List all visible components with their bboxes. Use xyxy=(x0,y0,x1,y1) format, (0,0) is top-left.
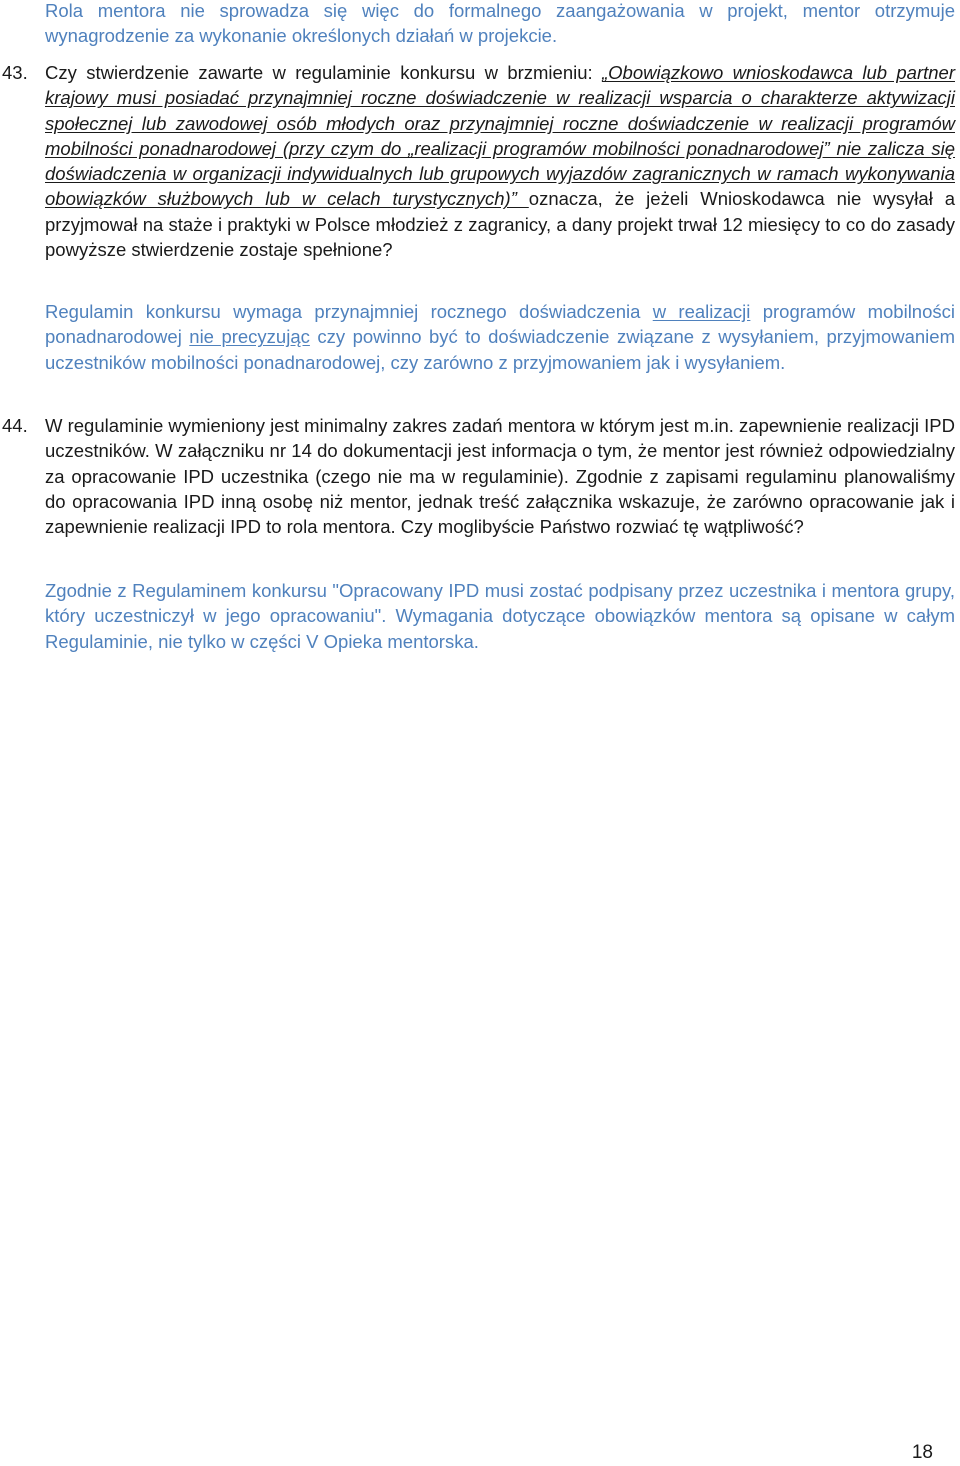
question-43-quote: „Obowiązkowo wnioskodawca lub partner krajowy musi posiadać przynajmniej roczne doświadczenie w realizacji wsparcia o charakterze aktywizacji społecznej lub zawodowej osób młodych oraz przynajmniej roczne doświadczenie w realizacji programów mobilności ponadnarodowej (przy czym do „realizacji programów mobilności ponadnarodowej” nie zalicza się doświadczenia w organizacji indywidualnych lub grupowych wyjazdów zagranicznych w ramach wykonywania obowiązków służbowych lub w celach turystycznych)” xyxy=(45,62,955,210)
answer-44-paragraph xyxy=(45,578,955,654)
page-number: 18 xyxy=(911,1442,933,1463)
question-43-rest: oznacza, że jeżeli Wnioskodawca nie wysyłał a przyjmował na staże i praktyki w Polsce młodzież z zagranicy, a dany projekt trwał 12 miesięcy to co do zasady powyższe stwierdzenie zostaje spełnione? xyxy=(45,188,955,261)
answer-43-part3: czy powinno być to doświadczenie związane z wysyłaniem, przyjmowaniem uczestników mobilności ponadnarodowej, czy zarówno z przyjmowaniem jak i wysyłaniem. xyxy=(45,326,955,373)
answer-44-text: Zgodnie z Regulaminem konkursu "Opracowany IPD musi zostać podpisany przez uczestnika i mentora grupy, który uczestniczył w jego opracowaniu". Wymagania dotyczące obowiązków mentora są opisane w całym Regulaminie, nie tylko w części V Opieka mentorska. xyxy=(45,580,955,652)
question-44-number: 44. xyxy=(2,415,28,436)
answer-intro-paragraph xyxy=(45,0,955,49)
answer-43-paragraph xyxy=(45,299,955,375)
answer-43-part1: Regulamin konkursu wymaga przynajmniej rocznego doświadczenia xyxy=(45,301,653,322)
question-43-lead: Czy stwierdzenie zawarte w regulaminie konkursu w brzmieniu: xyxy=(45,62,602,83)
answer-intro-text: Rola mentora nie sprowadza się więc do formalnego zaangażowania w projekt, mentor otrzymuje wynagrodzenie za wykonanie określonych działań w projekcie. xyxy=(45,0,955,47)
question-44-paragraph xyxy=(45,413,955,539)
question-44-text: W regulaminie wymieniony jest minimalny zakres zadań mentora w którym jest m.in. zapewnienie realizacji IPD uczestników. W załączniku nr 14 do dokumentacji jest informacja o tym, że mentor jest również odpowiedzialny za opracowanie IPD uczestnika (czego nie ma w regulaminie). Zgodnie z zapisami regulaminu planowaliśmy do opracowania IPD inną osobę niż mentor, jednak treść załącznika wskazuje, że zarówno opracowanie jak i zapewnienie realizacji IPD to rola mentora. Czy moglibyście Państwo rozwiać tę wątpliwość? xyxy=(45,415,955,538)
answer-43-underlined1: w realizacji xyxy=(652,301,751,322)
question-43-paragraph xyxy=(45,60,955,262)
question-43-number: 43. xyxy=(2,62,28,83)
answer-43-part2: programów mobilności ponadnarodowej xyxy=(45,301,955,348)
answer-43-underlined2: nie precyzując xyxy=(189,326,310,348)
